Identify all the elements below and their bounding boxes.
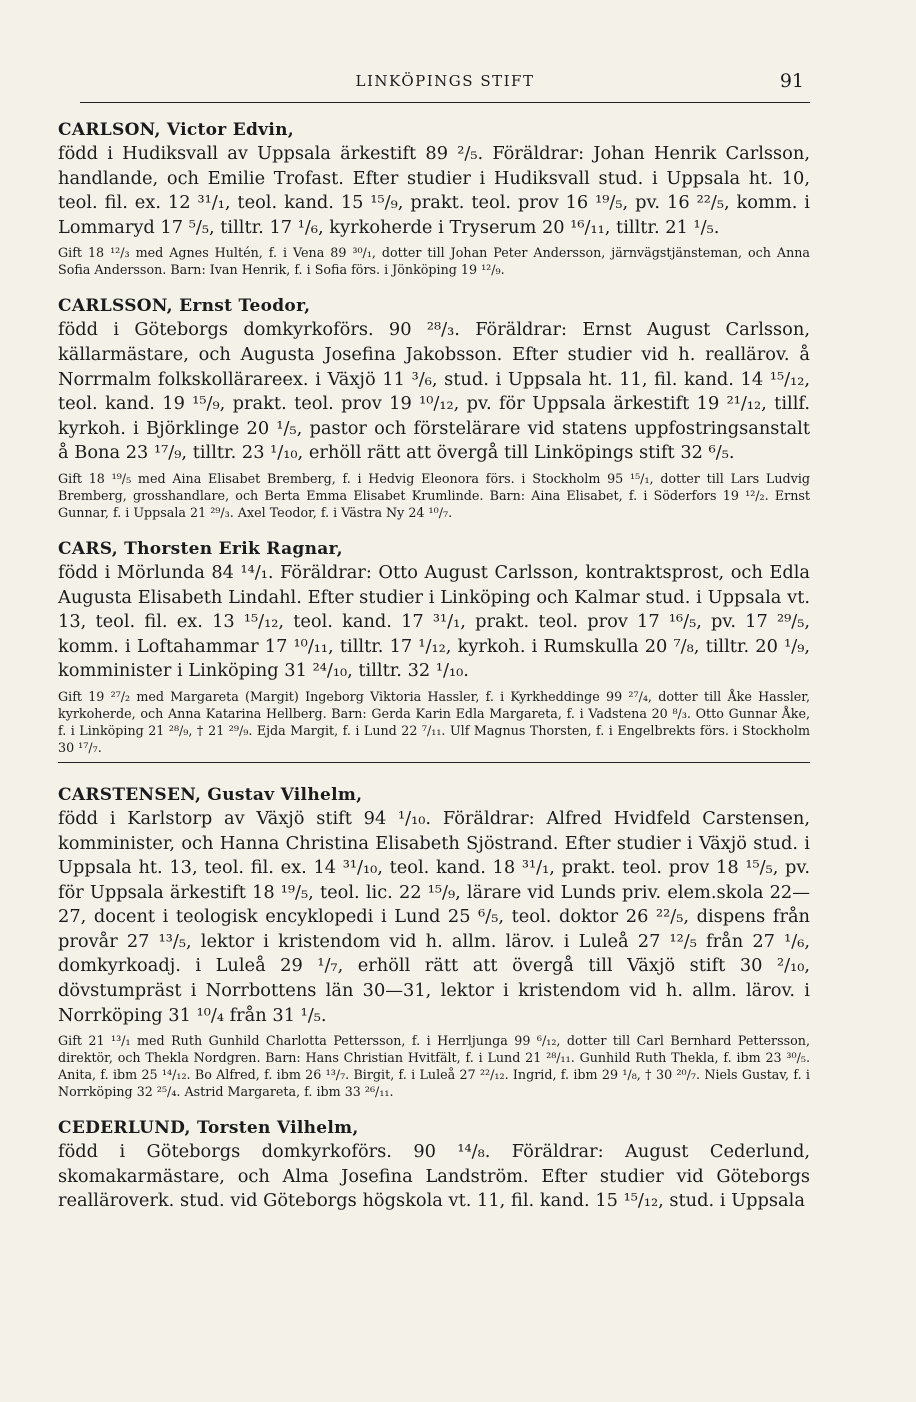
page-header xyxy=(80,66,810,103)
entry-name: CARLSON, Victor Edvin, xyxy=(58,120,295,140)
entry-cars-thorsten xyxy=(58,537,810,763)
entry-family: Gift 21 ¹³/₁ med Ruth Gunhild Charlotta Pettersson, f. i Herrljunga 99 ⁶/₁₂, dotter till Carl Bernhard Pettersson, direktör, och Thekla Nordgren. Barn: Hans Christian Hvitfält, f. i Lund 21 ²⁸/₁₁. Gunhild Ruth Thekla, f. ibm 23 ³⁰/₅. Anita, f. ibm 25 ¹⁴/₁₂. Bo Alfred, f. ibm 26 ¹³/₇. Birgit, f. i Luleå 27 ²²/₁₂. Ingrid, f. ibm 29 ¹/₈, † 30 ²⁰/₇. Niels Gustav, f. i Norrköping 32 ²⁵/₄. Astrid Margareta, f. ibm 33 ²⁶/₁₁. xyxy=(58,1033,810,1100)
entry-carstensen-gustav xyxy=(58,783,810,1100)
entry-name: CARSTENSEN, Gustav Vilhelm, xyxy=(58,784,363,805)
entry-family: Gift 19 ²⁷/₂ med Margareta (Margit) Ingeborg Viktoria Hassler, f. i Kyrkheddinge 99 ²⁷/₄, dotter till Åke Hassler, kyrkoherde, och Anna Katarina Hellberg. Barn: Gerda Karin Edla Margareta, f. i Vadstena 20 ⁸/₃. Otto Gunnar Åke, f. i Linköping 21 ²⁸/₉, † 21 ²⁹/₉. Ejda Margit, f. i Lund 22 ⁷/₁₁. Ulf Magnus Thorsten, f. i Engelbrekts förs. i Stockholm 30 ¹⁷/₇. xyxy=(58,688,810,755)
page-number: 91 xyxy=(779,70,804,92)
entry-name: CARS, Thorsten Erik Ragnar, xyxy=(58,538,343,559)
entry-biography: född i Göteborgs domkyrkoförs. 90 ²⁸/₃. Föräldrar: Ernst August Carlsson, källarmästare, och Augusta Josefina Jakobsson. Efter studier vid h. reallärov. å Norrmalm folkskollärareex. i Växjö 11 ³/₆, stud. i Uppsala ht. 11, fil. kand. 14 ¹⁵/₁₂, teol. kand. 19 ¹⁵/₉, prakt. teol. prov 19 ¹⁰/₁₂, pv. för Uppsala ärkestift 19 ²¹/₁₂, tillf. kyrkoh. i Björklinge 20 ¹/₅, pastor och förstelärare vid statens uppfostringsanstalt å Bona 23 ¹⁷/₉, tilltr. 23 ¹/₁₀, erhöll rätt att övergå till Linköpings stift 32 ⁶/₅. xyxy=(58,319,810,464)
entry-carlsson-ernst xyxy=(58,294,810,521)
register-entries xyxy=(58,118,810,1230)
entry-biography: född i Karlstorp av Växjö stift 94 ¹/₁₀. Föräldrar: Alfred Hvidfeld Carstensen, komminister, och Hanna Christina Elisabeth Sjöstrand. Efter studier i Växjö stud. i Uppsala ht. 13, teol. fil. ex. 14 ³¹/₁₀, teol. kand. 18 ³¹/₁, prakt. teol. prov 18 ¹⁵/₅, pv. för Uppsala ärkestift 18 ¹⁹/₅, teol. lic. 22 ¹⁵/₉, lärare vid Lunds priv. elem.skola 22—27, docent i teologisk encyklopedi i Lund 25 ⁶/₅, teol. doktor 26 ²²/₅, dispens från provår 27 ¹³/₅, lektor i kristendom vid h. allm. lärov. i Luleå 27 ¹²/₅ från 27 ¹/₆, domkyrkoadj. i Luleå 29 ¹/₇, erhöll rätt att övergå till Växjö stift 30 ²/₁₀, dövstumpräst i Norrbottens län 30—31, lektor i kristendom vid h. allm. lärov. i Norrköping 31 ¹⁰/₄ från 31 ¹/₅. xyxy=(58,807,810,1026)
entry-biography: född i Hudiksvall av Uppsala ärkestift 89 ²/₅. Föräldrar: Johan Henrik Carlsson, handlande, och Emilie Trofast. Efter studier i Hudiksvall stud. i Uppsala ht. 10, teol. fil. ex. 12 ³¹/₁, teol. kand. 15 ¹⁵/₉, prakt. teol. prov 16 ¹⁹/₅, pv. 16 ²²/₅, komm. i Lommaryd 17 ⁵/₅, tilltr. 17 ¹/₆, kyrkoherde i Tryserum 20 ¹⁶/₁₁, tilltr. 21 ¹/₅. xyxy=(58,143,810,238)
entry-biography: född i Mörlunda 84 ¹⁴/₁. Föräldrar: Otto August Carlsson, kontraktsprost, och Edla Augusta Elisabeth Lindahl. Efter studier i Linköping och Kalmar stud. i Uppsala vt. 13, teol. fil. ex. 13 ¹⁵/₁₂, teol. kand. 17 ³¹/₁, prakt. teol. prov 17 ¹⁶/₅, pv. 17 ²⁹/₅, komm. i Loftahammar 17 ¹⁰/₁₁, tilltr. 17 ¹/₁₂, kyrkoh. i Rumskulla 20 ⁷/₈, tilltr. 20 ¹/₉, komminister i Linköping 31 ²⁴/₁₀, tilltr. 32 ¹/₁₀. xyxy=(58,561,810,682)
entry-family: Gift 18 ¹²/₃ med Agnes Hultén, f. i Vena 89 ³⁰/₁, dotter till Johan Peter Andersson, järnvägstjänsteman, och Anna Sofia Andersson. Barn: Ivan Henrik, f. i Sofia förs. i Jönköping 19 ¹²/₉. xyxy=(58,245,810,278)
entry-name: CEDERLUND, Torsten Vilhelm, xyxy=(58,1118,359,1139)
entry-biography: född i Göteborgs domkyrkoförs. 90 ¹⁴/₈. Föräldrar: August Cederlund, skomakarmästare, och Alma Josefina Landström. Efter studier vid Göteborgs realläroverk. stud. vid Göteborgs högskola vt. 11, fil. kand. 15 ¹⁵/₁₂, stud. i Uppsala xyxy=(58,1141,810,1212)
running-head: LINKÖPINGS STIFT xyxy=(355,72,535,90)
entry-carlson-victor xyxy=(58,118,810,278)
entry-name: CARLSSON, Ernst Teodor, xyxy=(58,296,311,317)
entry-family: Gift 18 ¹⁹/₅ med Aina Elisabet Bremberg, f. i Hedvig Eleonora förs. i Stockholm 95 ¹⁵/₁, dotter till Lars Ludvig Bremberg, grosshandlare, och Berta Emma Elisabet Krumlinde. Barn: Aina Elisabet, f. i Söderfors 19 ¹²/₂. Ernst Gunnar, f. i Uppsala 21 ²⁹/₃. Axel Teodor, f. i Västra Ny 24 ¹⁰/₇. xyxy=(58,470,810,520)
entry-cederlund-torsten xyxy=(58,1116,810,1214)
